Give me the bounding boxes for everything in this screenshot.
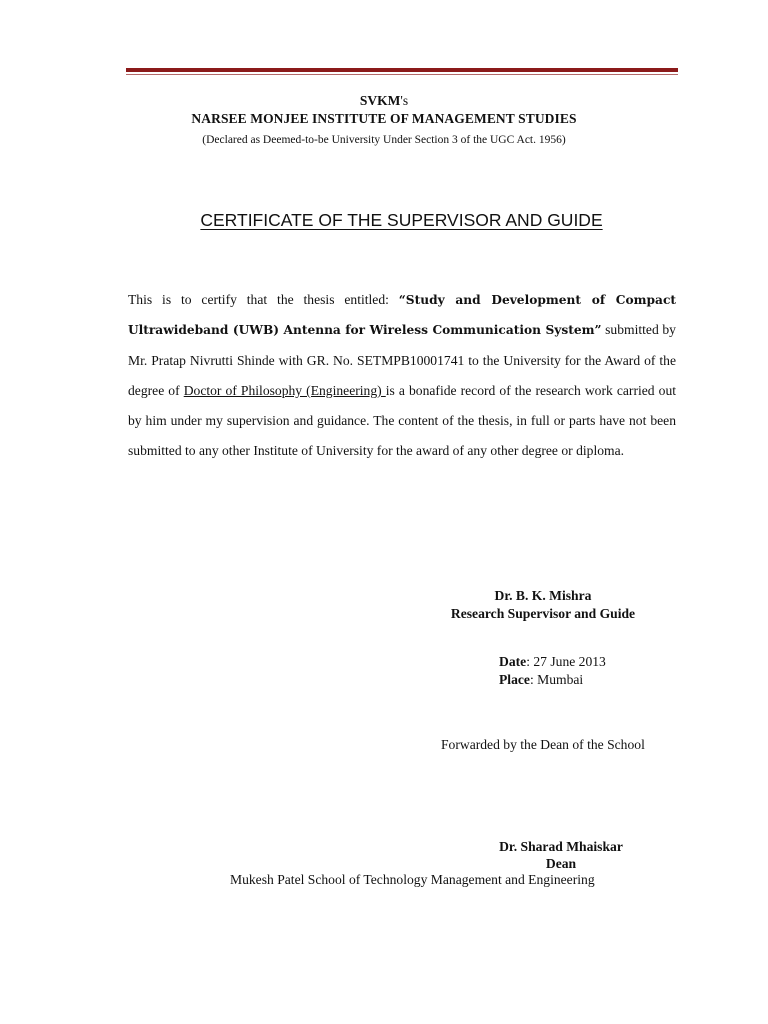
dean-role: Dean: [545, 856, 577, 871]
degree-name: Doctor of Philosophy (Engineering): [183, 382, 386, 398]
certificate-body: [128, 285, 676, 467]
date-label: Date: [499, 654, 527, 669]
school-name: Mukesh Patel School of Technology Management and Engineering: [230, 872, 595, 887]
institute-name: NARSEE MONJEE INSTITUTE OF MANAGEMENT STUDIES: [191, 111, 577, 126]
date-line: [499, 653, 606, 671]
place-line: [499, 671, 606, 689]
top-rule: [126, 68, 678, 72]
thesis-title: “Study and Development of Compact Ultrawideband (UWB) Antenna for Wireless Communication System”: [128, 293, 676, 338]
svkm-suffix: 's: [400, 93, 409, 108]
top-rule-thin: [126, 74, 678, 75]
supervisor-name: Dr. B. K. Mishra: [494, 588, 592, 603]
certificate-title: [0, 210, 768, 231]
supervisor-block: [436, 587, 650, 623]
place-label: Place: [499, 672, 530, 687]
body-part3: is a bonafide record of the research work carried out by him under my supervision and guidance. The content of the thesis, in full or parts have not been submitted to any other Institute of University for the award of any other degree or diploma.: [128, 382, 677, 459]
place-value: : Mumbai: [529, 672, 584, 687]
dean-block: [488, 838, 634, 872]
body-part2: submitted by Mr. Pratap Nivrutti Shinde with GR. No. SETMPB10001741 to the University for the Award of the degree of: [128, 322, 676, 398]
declared-line: (Declared as Deemed-to-be University Under Section 3 of the UGC Act. 1956): [202, 134, 566, 146]
svkm-heading: [0, 93, 768, 109]
certificate-title-text: CERTIFICATE OF THE SUPERVISOR AND GUIDE: [200, 210, 603, 230]
date-value: : 27 June 2013: [526, 654, 606, 669]
forwarded-line: Forwarded by the Dean of the School: [441, 737, 645, 752]
date-place-block: [499, 653, 606, 689]
dean-name: Dr. Sharad Mhaiskar: [499, 839, 623, 854]
body-intro: This is to certify that the thesis entitled:: [128, 292, 399, 307]
svkm-name: SVKM: [359, 93, 401, 108]
supervisor-role: Research Supervisor and Guide: [450, 606, 636, 621]
